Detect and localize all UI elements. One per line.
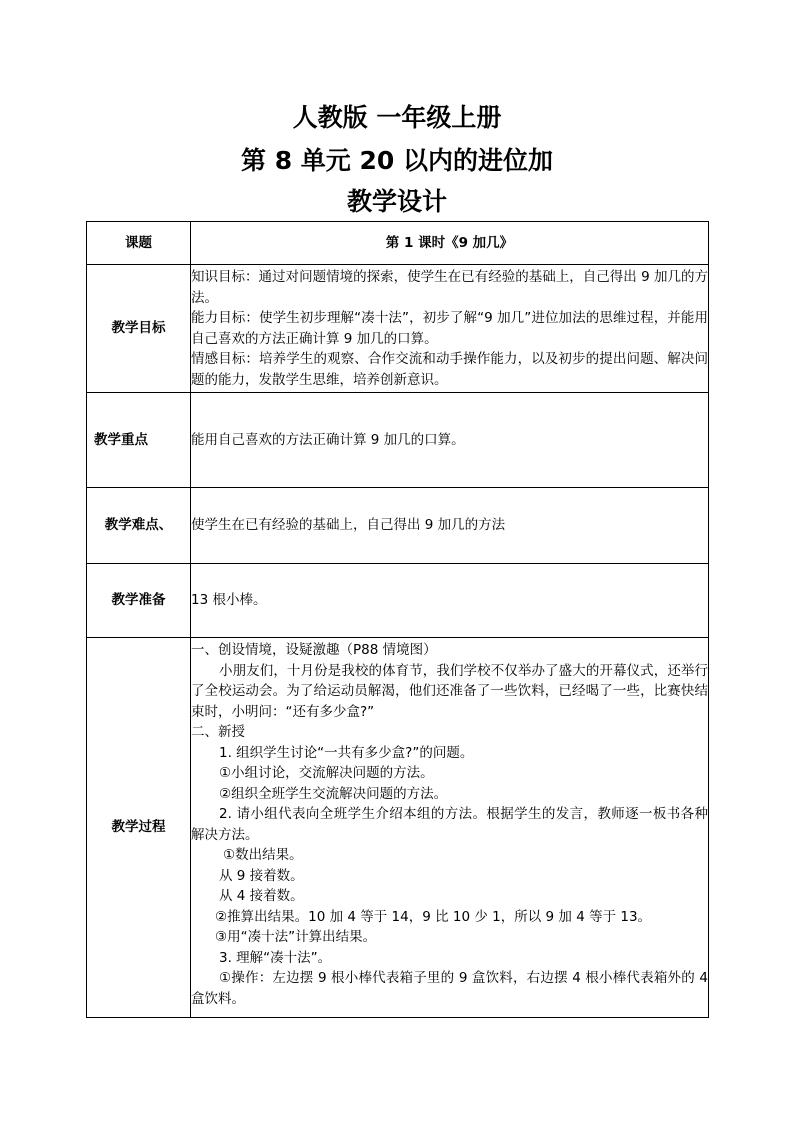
key-point-label: 教学重点: [87, 393, 191, 488]
process-step-1a: ①小组讨论，交流解决问题的方法。: [219, 765, 434, 781]
preparation-row: [87, 564, 709, 638]
process-step-3: 3. 理解“凑十法”。: [219, 949, 332, 966]
difficulty-label: 教学难点、: [87, 488, 191, 564]
process-step-2a-i: 从 9 接着数。: [219, 867, 304, 884]
key-point-row: [87, 393, 709, 488]
preparation-label: 教学准备: [87, 564, 191, 638]
process-step-3a: ①操作：左边摆 9 根小棒代表箱子里的 9 盒饮料，右边摆 4 根小棒代表箱外的 4 盒饮料。: [191, 970, 708, 1007]
document-title: 人教版 一年级上册: [292, 103, 502, 132]
process-step-2a-ii: 从 4 接着数。: [219, 888, 304, 904]
process-section-2: 二、新授: [191, 724, 245, 740]
process-step-2: 2. 请小组代表向全班学生介绍本组的方法。根据学生的发言，教师逐一板书各种解决方法。: [191, 806, 708, 843]
preparation-value: 13 根小棒。: [191, 564, 709, 638]
process-step-2c: ③用“凑十法”计算出结果。: [215, 929, 377, 945]
key-point-value: 能用自己喜欢的方法正确计算 9 加几的口算。: [191, 393, 709, 488]
process-story: 小朋友们，十月份是我校的体育节，我们学校不仅举办了盛大的开幕仪式，还举行了全校运动会。为了给运动员解渴，他们还准备了一些饮料，已经喝了一些，比赛快结束时，小明问：“还有多少盒?”: [191, 662, 708, 720]
goals-label: 教学目标: [87, 265, 191, 393]
process-label: 教学过程: [87, 638, 191, 1018]
topic-value: 第 1 课时《9 加几》: [191, 222, 709, 265]
process-step-1: 1. 组织学生讨论“一共有多少盒?”的问题。: [219, 744, 474, 761]
goals-row: [87, 265, 709, 393]
knowledge-goal: 知识目标：通过对问题情境的探索，使学生在已有经验的基础上，自己得出 9 加几的方法。: [191, 269, 708, 306]
process-content: [191, 638, 709, 1018]
emotion-goal: 情感目标：培养学生的观察、合作交流和动手操作能力，以及初步的提出问题、解决问题的能力，发散学生思维，培养创新意识。: [191, 351, 708, 388]
topic-row: [87, 222, 709, 265]
topic-label: 课题: [87, 222, 191, 265]
process-step-2b: ②推算出结果。10 加 4 等于 14，9 比 10 少 1，所以 9 加 4 等于 13。: [215, 908, 652, 925]
lesson-plan-table: [86, 221, 709, 1018]
unit-title: 第 8 单元 20 以内的进位加: [240, 146, 553, 175]
goals-content: [191, 265, 709, 393]
process-row: [87, 638, 709, 1018]
difficulty-row: [87, 488, 709, 564]
process-step-1b: ②组织全班学生交流解决问题的方法。: [219, 785, 448, 802]
design-title: 教学设计: [346, 187, 447, 216]
process-section-1: 一、创设情境，设疑激趣（P88 情境图）: [191, 642, 437, 658]
ability-goal: 能力目标：使学生初步理解“凑十法”，初步了解“9 加几”进位加法的思维过程，并能用自己喜欢的方法正确计算 9 加几的口算。: [191, 310, 708, 347]
difficulty-value: 使学生在已有经验的基础上，自己得出 9 加几的方法: [191, 488, 709, 564]
process-step-2a: ①数出结果。: [223, 847, 303, 863]
